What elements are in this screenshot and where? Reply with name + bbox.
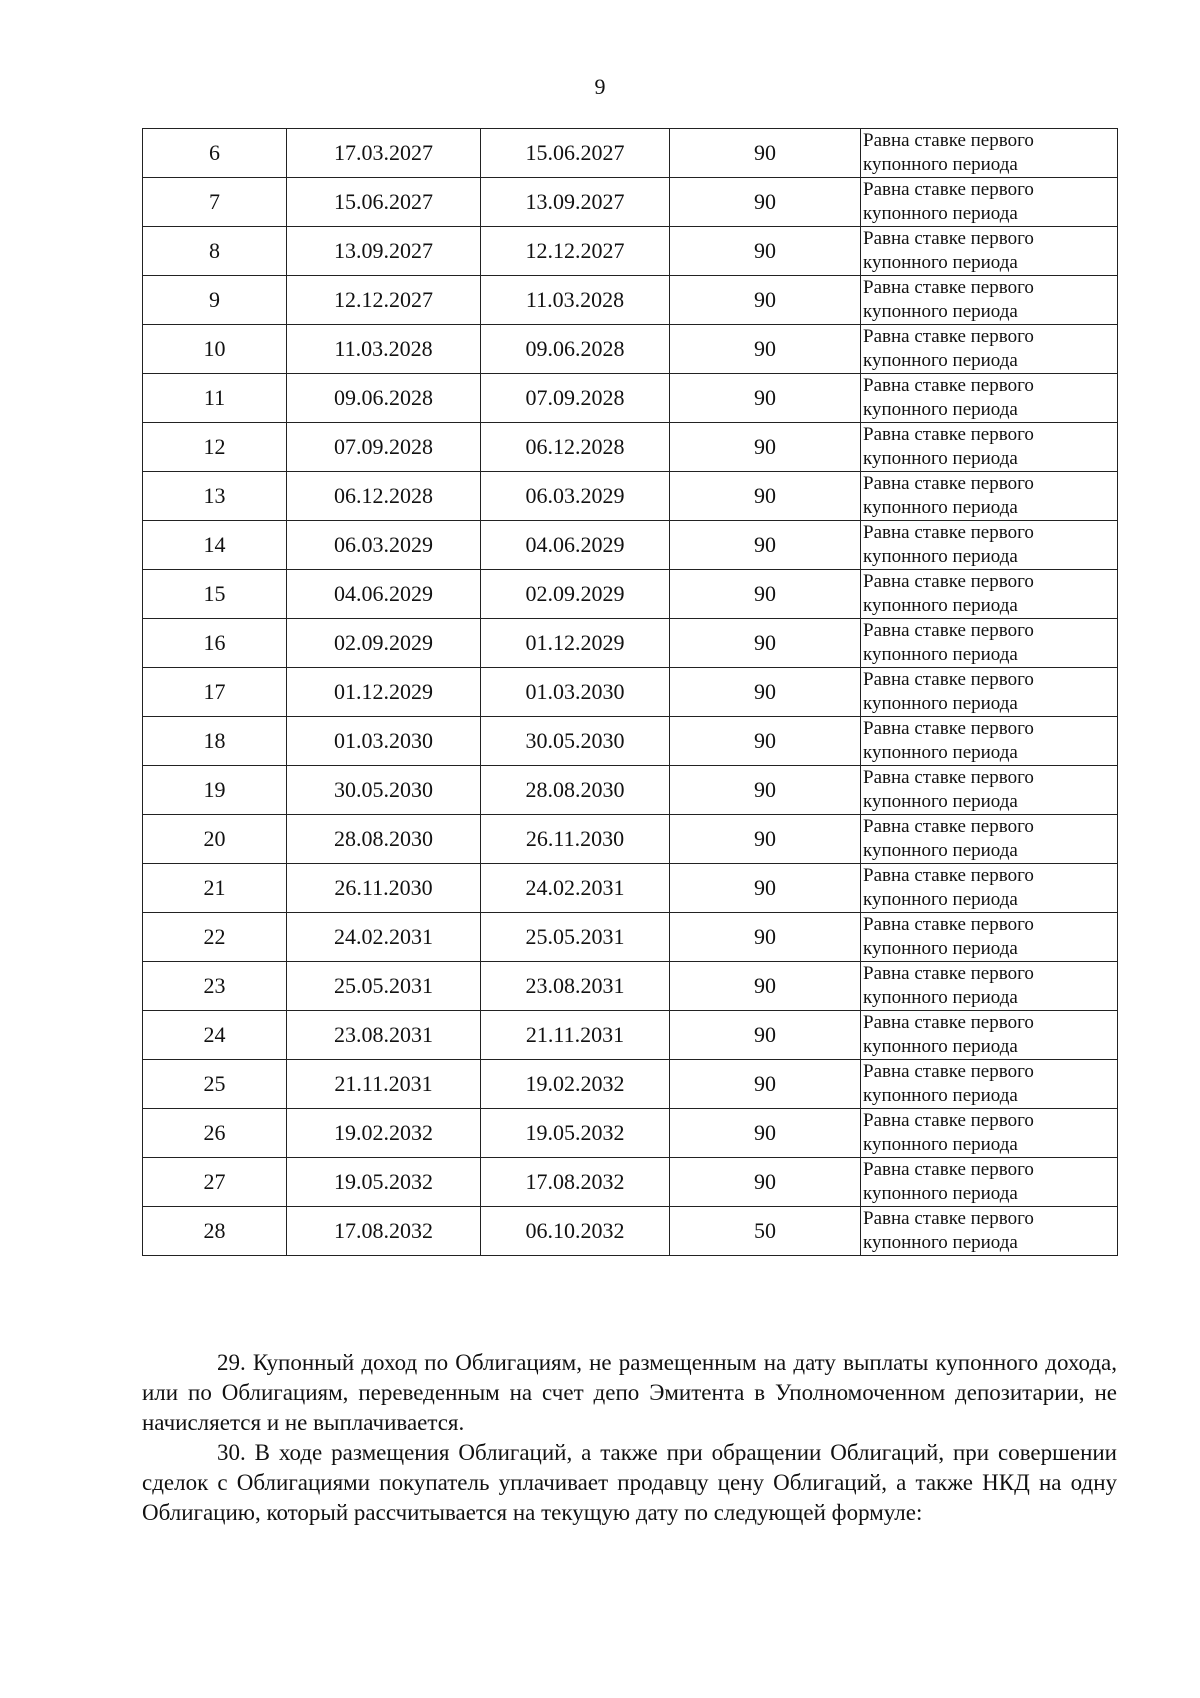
table-row [143, 766, 1118, 815]
coupon-rate-text: купонного периода [863, 301, 1018, 322]
coupon-rate-text: Равна ставке первого [863, 228, 1034, 249]
table-row [143, 1109, 1118, 1158]
coupon-days-cell: 90 [670, 1158, 861, 1207]
coupon-start-date-cell: 06.03.2029 [287, 521, 481, 570]
coupon-start-date-cell: 23.08.2031 [287, 1011, 481, 1060]
coupon-rate-text: купонного периода [863, 840, 1018, 861]
coupon-rate-text: купонного периода [863, 497, 1018, 518]
coupon-rate-cell [861, 423, 1118, 472]
coupon-start-date-cell: 07.09.2028 [287, 423, 481, 472]
coupon-rate-text: купонного периода [863, 252, 1018, 273]
table-row [143, 1207, 1118, 1256]
coupon-rate-text: купонного периода [863, 889, 1018, 910]
coupon-end-date-cell: 09.06.2028 [481, 325, 670, 374]
coupon-rate-text: Равна ставке первого [863, 1110, 1034, 1131]
coupon-number-cell: 7 [143, 178, 287, 227]
coupon-rate-cell [861, 472, 1118, 521]
coupon-number-cell: 20 [143, 815, 287, 864]
coupon-number-cell: 6 [143, 129, 287, 178]
coupon-number-cell: 23 [143, 962, 287, 1011]
coupon-start-date-cell: 06.12.2028 [287, 472, 481, 521]
table-row [143, 325, 1118, 374]
coupon-end-date-cell: 30.05.2030 [481, 717, 670, 766]
coupon-days-cell: 90 [670, 129, 861, 178]
coupon-number-cell: 25 [143, 1060, 287, 1109]
coupon-rate-cell [861, 178, 1118, 227]
coupon-end-date-cell: 21.11.2031 [481, 1011, 670, 1060]
coupon-rate-text: купонного периода [863, 742, 1018, 763]
coupon-end-date-cell: 01.03.2030 [481, 668, 670, 717]
coupon-rate-text: купонного периода [863, 203, 1018, 224]
coupon-days-cell: 90 [670, 962, 861, 1011]
table-row [143, 129, 1118, 178]
table-row [143, 717, 1118, 766]
page-number: 9 [594, 74, 606, 99]
coupon-start-date-cell: 01.03.2030 [287, 717, 481, 766]
coupon-rate-text: Равна ставке первого [863, 620, 1034, 641]
table-row [143, 962, 1118, 1011]
table-row [143, 374, 1118, 423]
coupon-rate-text: купонного периода [863, 546, 1018, 567]
coupon-end-date-cell: 23.08.2031 [481, 962, 670, 1011]
coupon-end-date-cell: 06.10.2032 [481, 1207, 670, 1256]
coupon-schedule-body [143, 129, 1118, 1256]
coupon-rate-cell [861, 1158, 1118, 1207]
coupon-start-date-cell: 26.11.2030 [287, 864, 481, 913]
coupon-start-date-cell: 11.03.2028 [287, 325, 481, 374]
coupon-days-cell: 90 [670, 423, 861, 472]
coupon-days-cell: 90 [670, 521, 861, 570]
coupon-rate-cell [861, 717, 1118, 766]
coupon-start-date-cell: 01.12.2029 [287, 668, 481, 717]
coupon-number-cell: 24 [143, 1011, 287, 1060]
coupon-end-date-cell: 02.09.2029 [481, 570, 670, 619]
coupon-rate-cell [861, 521, 1118, 570]
coupon-rate-cell [861, 913, 1118, 962]
coupon-rate-cell [861, 619, 1118, 668]
coupon-start-date-cell: 25.05.2031 [287, 962, 481, 1011]
coupon-end-date-cell: 01.12.2029 [481, 619, 670, 668]
coupon-number-cell: 28 [143, 1207, 287, 1256]
coupon-end-date-cell: 17.08.2032 [481, 1158, 670, 1207]
coupon-rate-text: Равна ставке первого [863, 571, 1034, 592]
coupon-days-cell: 90 [670, 864, 861, 913]
coupon-rate-text: Равна ставке первого [863, 1061, 1034, 1082]
coupon-days-cell: 90 [670, 227, 861, 276]
coupon-number-cell: 12 [143, 423, 287, 472]
coupon-number-cell: 16 [143, 619, 287, 668]
coupon-number-cell: 15 [143, 570, 287, 619]
coupon-number-cell: 19 [143, 766, 287, 815]
coupon-end-date-cell: 13.09.2027 [481, 178, 670, 227]
coupon-start-date-cell: 19.05.2032 [287, 1158, 481, 1207]
coupon-rate-text: купонного периода [863, 938, 1018, 959]
coupon-days-cell: 90 [670, 766, 861, 815]
coupon-rate-cell [861, 1060, 1118, 1109]
coupon-rate-text: Равна ставке первого [863, 277, 1034, 298]
coupon-start-date-cell: 24.02.2031 [287, 913, 481, 962]
coupon-rate-text: Равна ставке первого [863, 865, 1034, 886]
coupon-start-date-cell: 09.06.2028 [287, 374, 481, 423]
paragraph-30: 30. В ходе размещения Облигаций, а также при обращении Облигаций, при совершении сделок с Облигациями покупатель уплачивает продавцу цену Облигаций, а также НКД на одну Облигацию, который рассчитывается на текущую дату по следующей формуле: [142, 1440, 1117, 1525]
paragraph-29: 29. Купонный доход по Облигациям, не размещенным на дату выплаты купонного дохода, или по Облигациям, переведенным на счет депо Эмитента в Уполномоченном депозитарии, не начисляется и не выплачивается. [142, 1350, 1117, 1435]
coupon-rate-text: Равна ставке первого [863, 914, 1034, 935]
table-row [143, 668, 1118, 717]
coupon-number-cell: 18 [143, 717, 287, 766]
coupon-end-date-cell: 15.06.2027 [481, 129, 670, 178]
coupon-start-date-cell: 02.09.2029 [287, 619, 481, 668]
coupon-rate-text: купонного периода [863, 350, 1018, 371]
coupon-rate-text: Равна ставке первого [863, 816, 1034, 837]
coupon-rate-text: Равна ставке первого [863, 1208, 1034, 1229]
coupon-start-date-cell: 17.03.2027 [287, 129, 481, 178]
coupon-number-cell: 11 [143, 374, 287, 423]
coupon-end-date-cell: 06.12.2028 [481, 423, 670, 472]
coupon-rate-text: Равна ставке первого [863, 669, 1034, 690]
coupon-start-date-cell: 30.05.2030 [287, 766, 481, 815]
table-row [143, 276, 1118, 325]
coupon-rate-cell [861, 864, 1118, 913]
coupon-rate-text: Равна ставке первого [863, 963, 1034, 984]
coupon-number-cell: 8 [143, 227, 287, 276]
coupon-days-cell: 90 [670, 668, 861, 717]
coupon-end-date-cell: 28.08.2030 [481, 766, 670, 815]
coupon-days-cell: 90 [670, 472, 861, 521]
coupon-rate-text: Равна ставке первого [863, 1012, 1034, 1033]
body-text [142, 1348, 1117, 1528]
table-row [143, 864, 1118, 913]
table-row [143, 521, 1118, 570]
coupon-end-date-cell: 06.03.2029 [481, 472, 670, 521]
coupon-rate-text: купонного периода [863, 693, 1018, 714]
coupon-start-date-cell: 12.12.2027 [287, 276, 481, 325]
coupon-rate-cell [861, 129, 1118, 178]
coupon-end-date-cell: 26.11.2030 [481, 815, 670, 864]
coupon-start-date-cell: 04.06.2029 [287, 570, 481, 619]
coupon-rate-text: купонного периода [863, 1232, 1018, 1253]
coupon-start-date-cell: 13.09.2027 [287, 227, 481, 276]
table-row [143, 570, 1118, 619]
coupon-rate-text: купонного периода [863, 1134, 1018, 1155]
coupon-number-cell: 26 [143, 1109, 287, 1158]
coupon-days-cell: 90 [670, 178, 861, 227]
coupon-rate-text: купонного периода [863, 154, 1018, 175]
table-row [143, 227, 1118, 276]
coupon-rate-cell [861, 227, 1118, 276]
coupon-rate-text: купонного периода [863, 1036, 1018, 1057]
coupon-days-cell: 50 [670, 1207, 861, 1256]
coupon-rate-cell [861, 276, 1118, 325]
table-row [143, 619, 1118, 668]
coupon-rate-text: Равна ставке первого [863, 326, 1034, 347]
coupon-days-cell: 90 [670, 374, 861, 423]
coupon-number-cell: 17 [143, 668, 287, 717]
table-row [143, 178, 1118, 227]
coupon-rate-text: Равна ставке первого [863, 767, 1034, 788]
coupon-start-date-cell: 28.08.2030 [287, 815, 481, 864]
table-row [143, 913, 1118, 962]
coupon-days-cell: 90 [670, 570, 861, 619]
coupon-number-cell: 13 [143, 472, 287, 521]
coupon-start-date-cell: 19.02.2032 [287, 1109, 481, 1158]
coupon-rate-cell [861, 1011, 1118, 1060]
coupon-end-date-cell: 24.02.2031 [481, 864, 670, 913]
coupon-rate-cell [861, 1207, 1118, 1256]
coupon-rate-cell [861, 325, 1118, 374]
coupon-rate-text: Равна ставке первого [863, 522, 1034, 543]
coupon-rate-cell [861, 668, 1118, 717]
coupon-rate-text: купонного периода [863, 399, 1018, 420]
coupon-end-date-cell: 04.06.2029 [481, 521, 670, 570]
coupon-rate-text: Равна ставке первого [863, 1159, 1034, 1180]
coupon-end-date-cell: 07.09.2028 [481, 374, 670, 423]
coupon-rate-text: Равна ставке первого [863, 179, 1034, 200]
coupon-rate-cell [861, 374, 1118, 423]
coupon-days-cell: 90 [670, 1060, 861, 1109]
table-row [143, 1060, 1118, 1109]
coupon-rate-text: купонного периода [863, 644, 1018, 665]
coupon-number-cell: 22 [143, 913, 287, 962]
coupon-rate-text: купонного периода [863, 595, 1018, 616]
coupon-start-date-cell: 15.06.2027 [287, 178, 481, 227]
coupon-rate-text: Равна ставке первого [863, 473, 1034, 494]
coupon-rate-text: Равна ставке первого [863, 375, 1034, 396]
coupon-days-cell: 90 [670, 913, 861, 962]
coupon-end-date-cell: 19.05.2032 [481, 1109, 670, 1158]
table-row [143, 1011, 1118, 1060]
coupon-start-date-cell: 21.11.2031 [287, 1060, 481, 1109]
coupon-days-cell: 90 [670, 325, 861, 374]
coupon-rate-cell [861, 962, 1118, 1011]
coupon-days-cell: 90 [670, 815, 861, 864]
coupon-rate-text: Равна ставке первого [863, 130, 1034, 151]
coupon-rate-text: купонного периода [863, 987, 1018, 1008]
table-row [143, 423, 1118, 472]
coupon-rate-text: Равна ставке первого [863, 718, 1034, 739]
coupon-rate-text: купонного периода [863, 1085, 1018, 1106]
coupon-rate-cell [861, 570, 1118, 619]
table-row [143, 472, 1118, 521]
coupon-rate-text: купонного периода [863, 1183, 1018, 1204]
coupon-number-cell: 9 [143, 276, 287, 325]
coupon-number-cell: 21 [143, 864, 287, 913]
table-row [143, 815, 1118, 864]
coupon-schedule-table [142, 128, 1118, 1256]
coupon-end-date-cell: 12.12.2027 [481, 227, 670, 276]
coupon-days-cell: 90 [670, 717, 861, 766]
coupon-days-cell: 90 [670, 1011, 861, 1060]
coupon-days-cell: 90 [670, 619, 861, 668]
coupon-days-cell: 90 [670, 276, 861, 325]
coupon-rate-cell [861, 1109, 1118, 1158]
table-row [143, 1158, 1118, 1207]
coupon-number-cell: 10 [143, 325, 287, 374]
coupon-number-cell: 14 [143, 521, 287, 570]
coupon-end-date-cell: 11.03.2028 [481, 276, 670, 325]
coupon-rate-cell [861, 766, 1118, 815]
coupon-number-cell: 27 [143, 1158, 287, 1207]
coupon-days-cell: 90 [670, 1109, 861, 1158]
coupon-rate-text: Равна ставке первого [863, 424, 1034, 445]
coupon-rate-text: купонного периода [863, 791, 1018, 812]
coupon-rate-text: купонного периода [863, 448, 1018, 469]
coupon-rate-cell [861, 815, 1118, 864]
coupon-start-date-cell: 17.08.2032 [287, 1207, 481, 1256]
coupon-end-date-cell: 19.02.2032 [481, 1060, 670, 1109]
coupon-end-date-cell: 25.05.2031 [481, 913, 670, 962]
